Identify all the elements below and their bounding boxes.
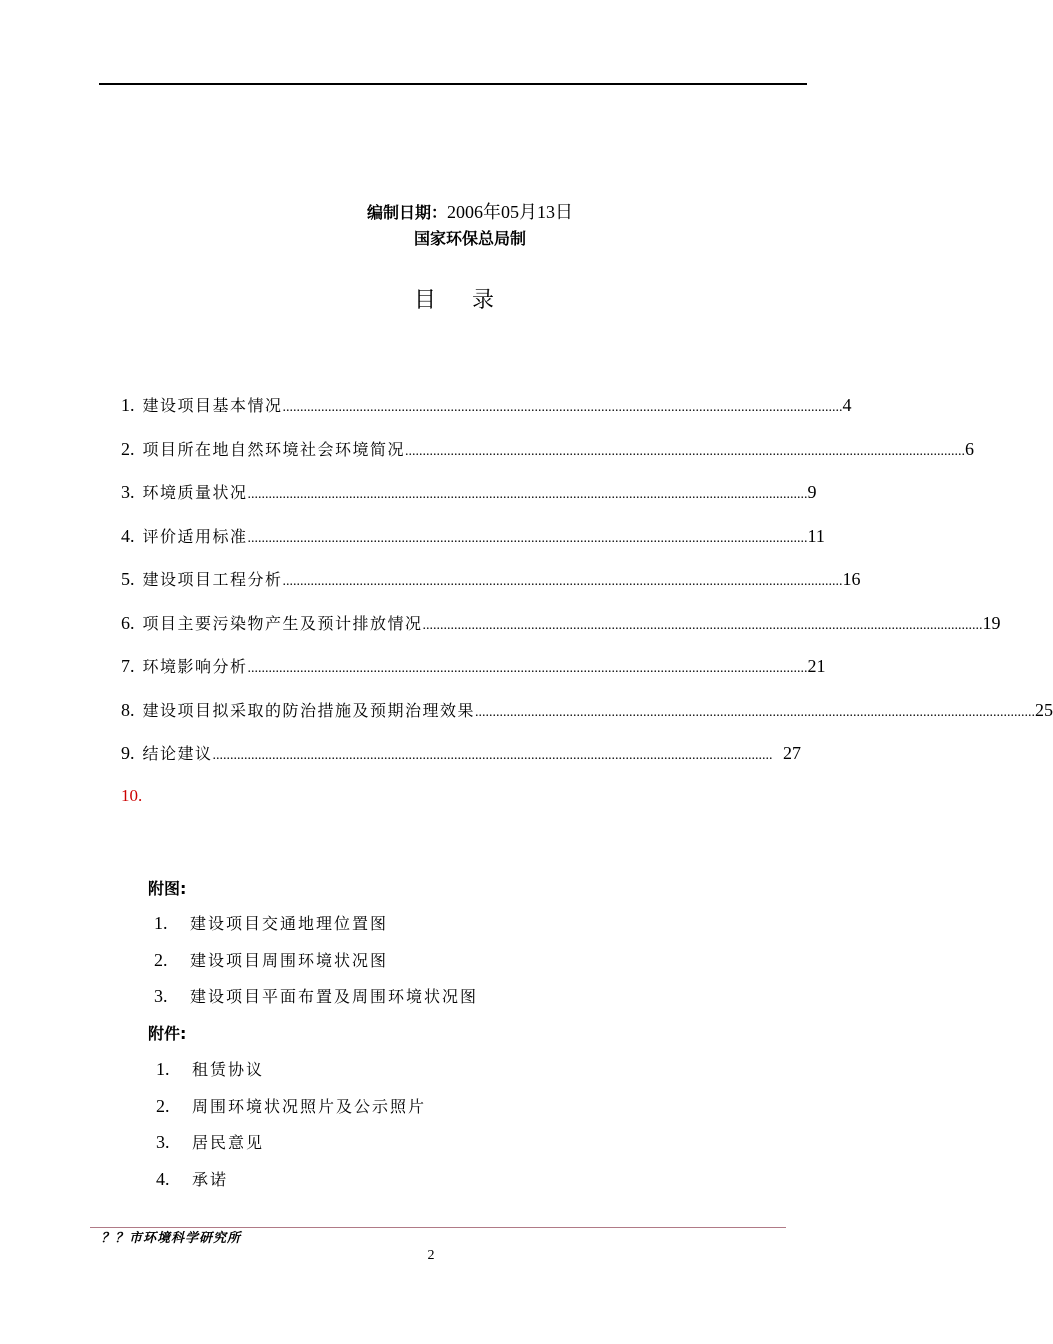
- toc-entry-page: 27: [783, 743, 801, 763]
- attachments-list: [156, 1057, 426, 1203]
- toc-entry-number: 6.: [121, 612, 135, 633]
- list-item: [154, 984, 478, 1021]
- list-item: [154, 948, 478, 985]
- compile-date-line: [0, 198, 940, 224]
- toc-entry-label: 建设项目拟采取的防治措施及预期治理效果: [142, 700, 476, 720]
- list-item-label: 建设项目周围环境状况图: [190, 950, 389, 970]
- toc-entry-label: 建设项目基本情况: [142, 396, 283, 415]
- toc-entry-label: 结论建议: [142, 744, 213, 763]
- toc-entry-page: 16: [842, 569, 861, 589]
- toc-entry-number: 7.: [121, 656, 135, 676]
- table-of-contents: [121, 393, 1053, 785]
- toc-entry-number: 2.: [121, 438, 135, 459]
- toc-entry[interactable]: [121, 698, 1053, 742]
- toc-entry[interactable]: [121, 611, 1001, 655]
- compile-date-value: 2006年05月13日: [447, 202, 573, 222]
- toc-entry-number: 9.: [121, 743, 135, 763]
- toc-entry-label: 项目所在地自然环境社会环境简况: [142, 439, 406, 459]
- toc-entry[interactable]: [121, 567, 861, 611]
- compile-date-label: 编制日期：: [366, 203, 447, 222]
- header-rule: [99, 83, 807, 85]
- toc-entry[interactable]: [121, 524, 825, 568]
- list-item-label: 建设项目交通地理位置图: [190, 914, 389, 933]
- list-item-number: 3.: [156, 1132, 170, 1152]
- list-item-label: 承诺: [192, 1169, 229, 1189]
- toc-leader-dots: ................................................................................................................................................................: [475, 704, 1036, 720]
- toc-entry-label: 项目主要污染物产生及预计排放情况: [142, 613, 423, 633]
- toc-entry-label: 环境影响分析: [142, 657, 248, 676]
- toc-leader-dots: ................................................................................................................................................................: [247, 661, 808, 676]
- toc-leader-dots: ................................................................................................................................................................: [247, 487, 808, 502]
- toc-entry[interactable]: [121, 437, 975, 481]
- list-item: [156, 1167, 426, 1204]
- toc-entry[interactable]: [121, 654, 826, 698]
- toc-leader-dots: ................................................................................................................................................................: [405, 443, 966, 459]
- toc-entry-page: 6: [965, 438, 975, 459]
- footer-organization: ？？市环境科学研究所: [101, 1231, 242, 1246]
- toc-entry-number: 3.: [121, 482, 135, 502]
- toc-leader-dots: ................................................................................................................................................................: [282, 574, 843, 589]
- toc-entry-number: 5.: [121, 569, 135, 589]
- list-item-label: 居民意见: [192, 1133, 265, 1152]
- attachments-heading: 附件:: [148, 1024, 187, 1043]
- list-item: [156, 1094, 426, 1131]
- toc-entry-page: 11: [807, 525, 825, 546]
- toc-title: 目录: [413, 288, 530, 313]
- toc-entry-number: 4.: [121, 525, 135, 546]
- page-number: 2: [427, 1248, 435, 1263]
- toc-leader-dots: ................................................................................................................................................................: [212, 748, 773, 763]
- toc-entry-label: 建设项目工程分析: [142, 570, 283, 589]
- toc-leader-dots: ................................................................................................................................................................: [422, 617, 983, 633]
- toc-entry-page: 19: [982, 612, 1001, 633]
- toc-entry-number: 1.: [121, 395, 135, 415]
- list-item: [156, 1057, 426, 1094]
- figures-heading: 附图:: [148, 879, 187, 898]
- list-item: [156, 1130, 426, 1167]
- list-item-number: 1.: [156, 1059, 170, 1079]
- list-item-number: 3.: [154, 986, 168, 1006]
- toc-entry-10-number: 10.: [121, 786, 143, 805]
- toc-entry-label: 评价适用标准: [142, 526, 248, 546]
- figures-list: [154, 911, 478, 1021]
- toc-leader-dots: ................................................................................................................................................................: [247, 530, 808, 546]
- list-item-number: 4.: [156, 1168, 170, 1189]
- toc-entry-page: 21: [807, 656, 826, 676]
- toc-entry[interactable]: [121, 741, 801, 785]
- list-item-number: 2.: [154, 949, 168, 970]
- list-item-label: 周围环境状况照片及公示照片: [192, 1096, 427, 1116]
- list-item-label: 租赁协议: [192, 1060, 265, 1079]
- toc-entry[interactable]: [121, 393, 852, 437]
- list-item-number: 2.: [156, 1095, 170, 1116]
- toc-entry-number: 8.: [121, 699, 135, 720]
- toc-entry-page: 4: [842, 395, 852, 415]
- toc-entry-label: 环境质量状况: [142, 483, 248, 502]
- toc-leader-dots: ................................................................................................................................................................: [282, 400, 843, 415]
- list-item-label: 建设项目平面布置及周围环境状况图: [190, 987, 479, 1006]
- list-item: [154, 911, 478, 948]
- toc-entry-page: 9: [807, 482, 817, 502]
- toc-entry[interactable]: [121, 480, 817, 524]
- toc-entry-page: 25: [1035, 699, 1053, 720]
- list-item-number: 1.: [154, 913, 168, 933]
- issuer-line: 国家环保总局制: [413, 229, 526, 248]
